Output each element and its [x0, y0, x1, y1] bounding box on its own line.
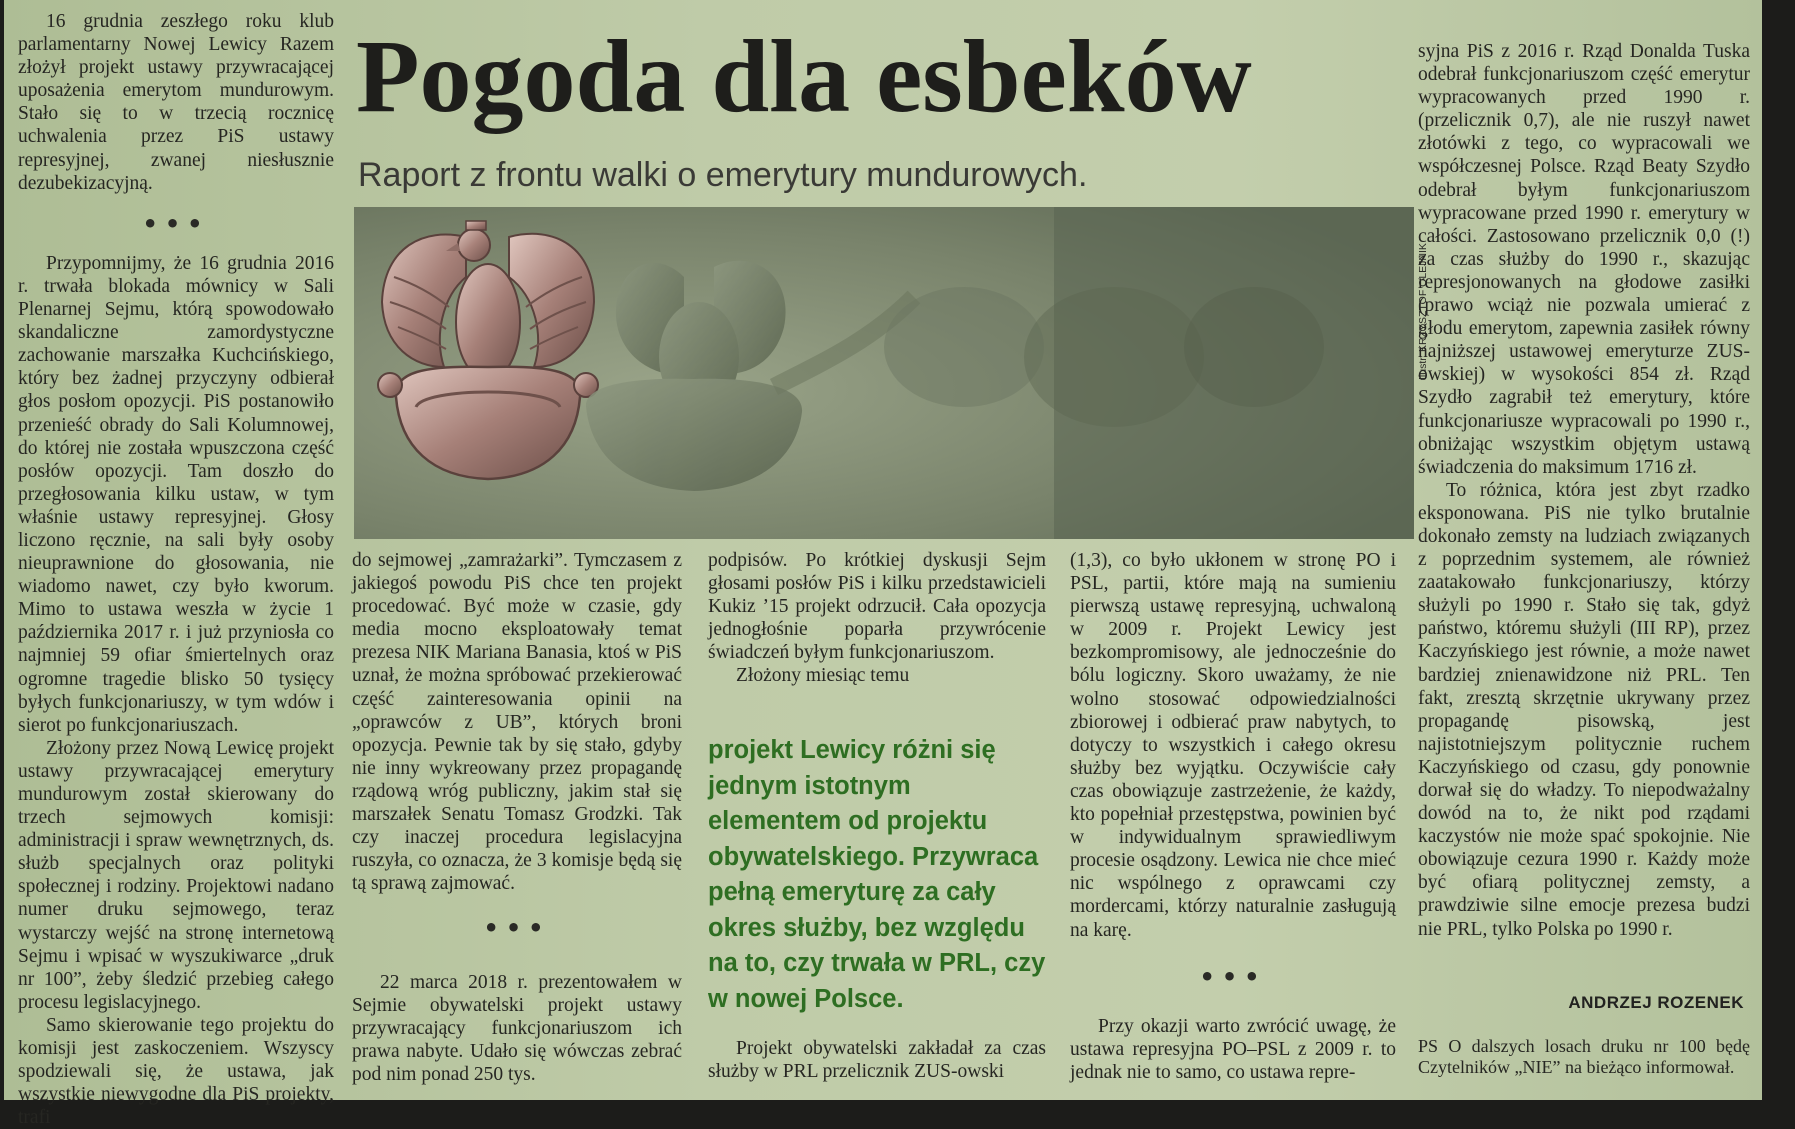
- illustration-credit: Ilustr. KRZYSZTOF OLEJNIK: [1417, 243, 1429, 380]
- article-paragraph: 22 marca 2018 r. prezentowałem w Sejmie obywatelski projekt ustawy przywracający funkcjonariuszom ich prawa nabyte. Udało się wówczas zebrać pod nim ponad 250 tys.: [352, 971, 682, 1085]
- article-paragraph: Złożony miesiąc temu: [736, 665, 910, 687]
- article-paragraph: do sejmowej „zamrażarki”. Tymczasem z jakiegoś powodu PiS chce ten projekt procedować. Być może w czasie, gdy media mocno eksploatowały temat prezesa NIK Mariana Banasia, ktoś w PiS uznał, że można spróbować przekierować część zainteresowania opinii na „oprawców z UB”, których broni opozycja. Pewnie tak by się stało, gdyby nie inny wykreowany przez propagandę rządową wróg publiczny, jakim stał się marszałek Senatu Tomasz Grodzki. Tak czy inaczej procedura legislacyjna ruszyła, co oznacza, że 3 komisje będą się tą sprawą zajmować.: [352, 550, 682, 895]
- article-paragraph: Samo skierowanie tego projektu do komisji jest zaskoczeniem. Wszyscy spodziewali się, że ustawa, jak wszystkie niewygodne dla PiS projekty, trafi: [18, 1014, 334, 1129]
- article-column-1: [18, 10, 334, 1129]
- article-paragraph: syjna PiS z 2016 r. Rząd Donalda Tuska odebrał funkcjonariuszom część emerytur wypracowanych przed 1990 r. (przelicznik 0,7), ale nie ruszył nawet złotówki z tego, co wypracowali we współczesnej Polsce. Rząd Beaty Szydło odebrał byłym funkcjonariuszom wypracowane przed 1990 r. emerytury w całości. Zastosowano przelicznik 0,0 (!) za czas służby do 1990 r., skazując represjonowanych na głodowe zasiłki (prawo wciąż nie pozwala umierać z głodu emerytom, zapewnia zasiłek równy najniższej ustawowej emeryturze ZUS-owskiej) w wysokości 854 zł. Rząd Szydło zagrabił też emerytury, które funkcjonariusze wypracowali po 1990 r., obniżając wszystkim objętym ustawą świadczenia do maksimum 1716 zł.: [1418, 41, 1750, 478]
- article-column-3: [708, 549, 1046, 688]
- article-column-2: [352, 549, 682, 1086]
- newspaper-page: [4, 0, 1762, 1129]
- article-column-5: [1418, 40, 1750, 941]
- article-column-4: [1070, 549, 1396, 1084]
- article-paragraph: To różnica, która jest zbyt rzadko eksponowana. PiS nie tylko brutalnie dokonało zemsty na ludziach związanych z poprzednim systemem, ale również zaatakowało funkcjonariuszy, którzy służyli po 1990 r. Stało się tak, gdyż państwo, któremu służyli (III RP), przez Kaczyńskiego jest równie, a może nawet bardziej znienawidzone niż PRL. Ten fakt, zresztą skrzętnie ukrywany przez propagandę pisowską, jest najistotniejszym politycznie ruchem Kaczyńskiego od czasu, gdy ponownie dorwał się do władzy. To niepodważalny dowód na to, że nikt pod rządami kaczystów nie może spać spokojnie. Nie obowiązuje cezura 1990 r. Każdy może być ofiarą politycznej zemsty, a prawdziwie silne emocje prezesa budzi nie PRL, tylko Polska po 1990 r.: [1418, 479, 1750, 940]
- eagle-emblem-icon: [354, 207, 1414, 539]
- author-byline: ANDRZEJ ROZENEK: [1568, 993, 1744, 1012]
- postscript: PS O dalszych losach druku nr 100 będę Czytelników „NIE” na bieżąco informował.: [1418, 1036, 1750, 1077]
- article-column-3-bottom: [708, 1037, 1046, 1083]
- article-paragraph: podpisów. Po krótkiej dyskusji Sejm głosami posłów PiS i kilku przedstawicieli Kukiz ’15 projekt odrzucił. Cała opozycja jednogłośnie poparła przywrócenie świadczeń byłym funkcjonariuszom.: [708, 550, 1046, 664]
- article-headline: Pogoda dla esbeków: [356, 19, 1252, 134]
- section-separator: •••: [483, 914, 551, 943]
- section-separator: •••: [142, 209, 210, 238]
- article-paragraph: Projekt obywatelski zakładał za czas służby w PRL przelicznik ZUS-owski: [708, 1038, 1046, 1083]
- article-paragraph: Przy okazji warto zwrócić uwagę, że ustawa represyjna PO–PSL z 2009 r. to jednak nie to samo, co ustawa repre-: [1070, 1015, 1396, 1083]
- article-paragraph: Przypomnijmy, że 16 grudnia 2016 r. trwała blokada mównicy w Sali Plenarnej Sejmu, którą spowodowało skandaliczne zamordystyczne zachowanie marszałka Kuchcińskiego, który bez żadnej przyczyny odbierał głos posłom opozycji. PiS postanowiło przenieść obrady do Sali Kolumnowej, do której nie została wpuszczona część posłów opozycji. Tam doszło do przegłosowania kilku ustaw, w tym właśnie ustawy represyjnej. Głosy liczono ręcznie, na sali były osoby nieuprawnione do głosowania, nie wiadomo nawet, czy było kworum. Mimo to ustawa weszła w życie 1 października 2017 r. i już przyniosła co najmniej 59 ofiar śmiertelnych oraz ogromne tragedie blisko 50 tysięcy byłych funkcjonariuszy, w tym wdów i sierot po funkcjonariuszach.: [18, 252, 334, 736]
- article-deck: Raport z frontu walki o emerytury mundurowych.: [358, 156, 1088, 194]
- section-separator: •••: [1199, 962, 1267, 991]
- article-paragraph: 16 grudnia zeszłego roku klub parlamentarny Nowej Lewicy Razem złożył projekt ustawy przywracającej uposażenia emerytom mundurowym. Stało się to w trzecią rocznicę uchwalenia przez PiS ustawy represyjnej, zwanej niesłusznie dezubekizacyjną.: [18, 11, 334, 194]
- article-paragraph: Złożony przez Nową Lewicę projekt ustawy przywracającej emerytury mundurowym został skierowany do trzech sejmowych komisji: administracji i spraw wewnętrznych, ds. służb specjalnych oraz polityki społecznej i rodziny. Projektowi nadano numer druku sejmowego, teraz wystarczy wejść na stronę internetową Sejmu i wpisać w wyszukiwarce „druk nr 100”, żeby śledzić przebieg całego procesu legislacyjnego.: [18, 737, 334, 1013]
- pull-quote: projekt Lewicy różni się jednym istotnym elementem od projektu obywatelskiego. Przywraca pełną emeryturę za cały okres służby, bez względu na to, czy trwała w PRL, czy w nowej Polsce.: [708, 736, 1046, 1013]
- article-illustration: [354, 207, 1414, 539]
- article-paragraph: (1,3), co było ukłonem w stronę PO i PSL, partii, które mają na sumieniu pierwszą ustawę represyjną, uchwaloną w 2009 r. Projekt Lewicy jest bezkompromisowy, ale jednocześnie do bólu logiczny. Skoro uważamy, że nie wolno stosować odpowiedzialności zbiorowej i odbierać praw nabytych, to dotyczy to wszystkich i całego okresu służby bez wyjątku. Oczywiście cały czas obowiązuje zastrzeżenie, że każdy, kto popełniał przestępstwa, powinien być w indywidualnym sprawiedliwym procesie osądzony. Lewica nie chce mieć nic wspólnego z oprawcami czy mordercami, którzy naturalnie zasługują na karę.: [1070, 550, 1396, 941]
